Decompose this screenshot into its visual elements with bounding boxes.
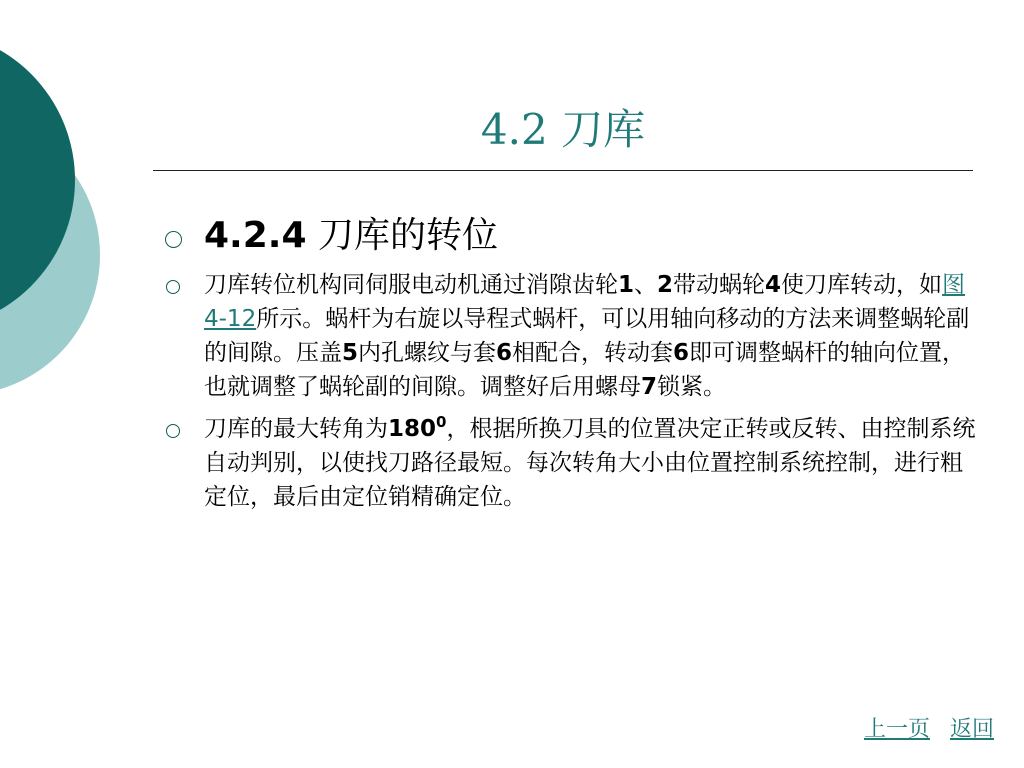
text: 所示。蜗杆为右旋以导程式蜗杆，可以用轴向移动的方法来调整蜗轮副的间隙。压盖	[204, 306, 970, 366]
paragraph-1	[160, 268, 980, 404]
back-link[interactable]: 返回	[949, 717, 994, 742]
part-number: 4	[765, 272, 782, 298]
part-number: 1	[618, 272, 635, 298]
bullet-circle-icon	[165, 231, 182, 248]
text: 相配合，转动套	[512, 340, 674, 366]
slide-navigation	[844, 712, 994, 743]
part-number: 6	[496, 340, 513, 366]
figure-4-12-link[interactable]: 图4-12	[204, 272, 966, 332]
section-heading	[160, 210, 980, 262]
bullet-list	[160, 210, 980, 522]
section-heading-text: 刀库的转位	[306, 215, 498, 256]
section-number: 4.2.4	[204, 215, 307, 256]
part-number: 7	[641, 374, 658, 400]
text: 使刀库转动，如	[781, 272, 943, 298]
text: 刀库转位机构同伺服电动机通过消隙齿轮	[204, 272, 618, 298]
part-number: 6	[673, 340, 690, 366]
part-number: 2	[657, 272, 674, 298]
text: 锁紧。	[657, 374, 727, 400]
degree-superscript: 0	[436, 413, 447, 431]
slide-title: 4.2 刀库	[480, 105, 646, 154]
text: 、	[634, 272, 658, 298]
bullet-circle-icon	[166, 424, 180, 438]
decorative-circles	[0, 0, 110, 420]
bullet-circle-icon	[166, 280, 180, 294]
text: ，根据所换刀具的位置决定正转或反转、由控制系统自动判别，以使找刀路径最短。每次转角大小由位置控制系统控制，进行粗定位，最后由定位销精确定位。	[204, 416, 976, 510]
angle-value: 180	[388, 416, 437, 442]
text: 带动蜗轮	[673, 272, 766, 298]
text: 即可调整蜗杆的轴向位置，也就调整了蜗轮副的间隙。调整好后用螺母	[204, 340, 966, 400]
prev-page-link[interactable]: 上一页	[863, 717, 930, 742]
title-divider	[153, 170, 973, 171]
part-number: 5	[342, 340, 359, 366]
text: 内孔螺纹与套	[358, 340, 497, 366]
paragraph-2	[160, 412, 980, 514]
text: 刀库的最大转角为	[204, 416, 388, 442]
